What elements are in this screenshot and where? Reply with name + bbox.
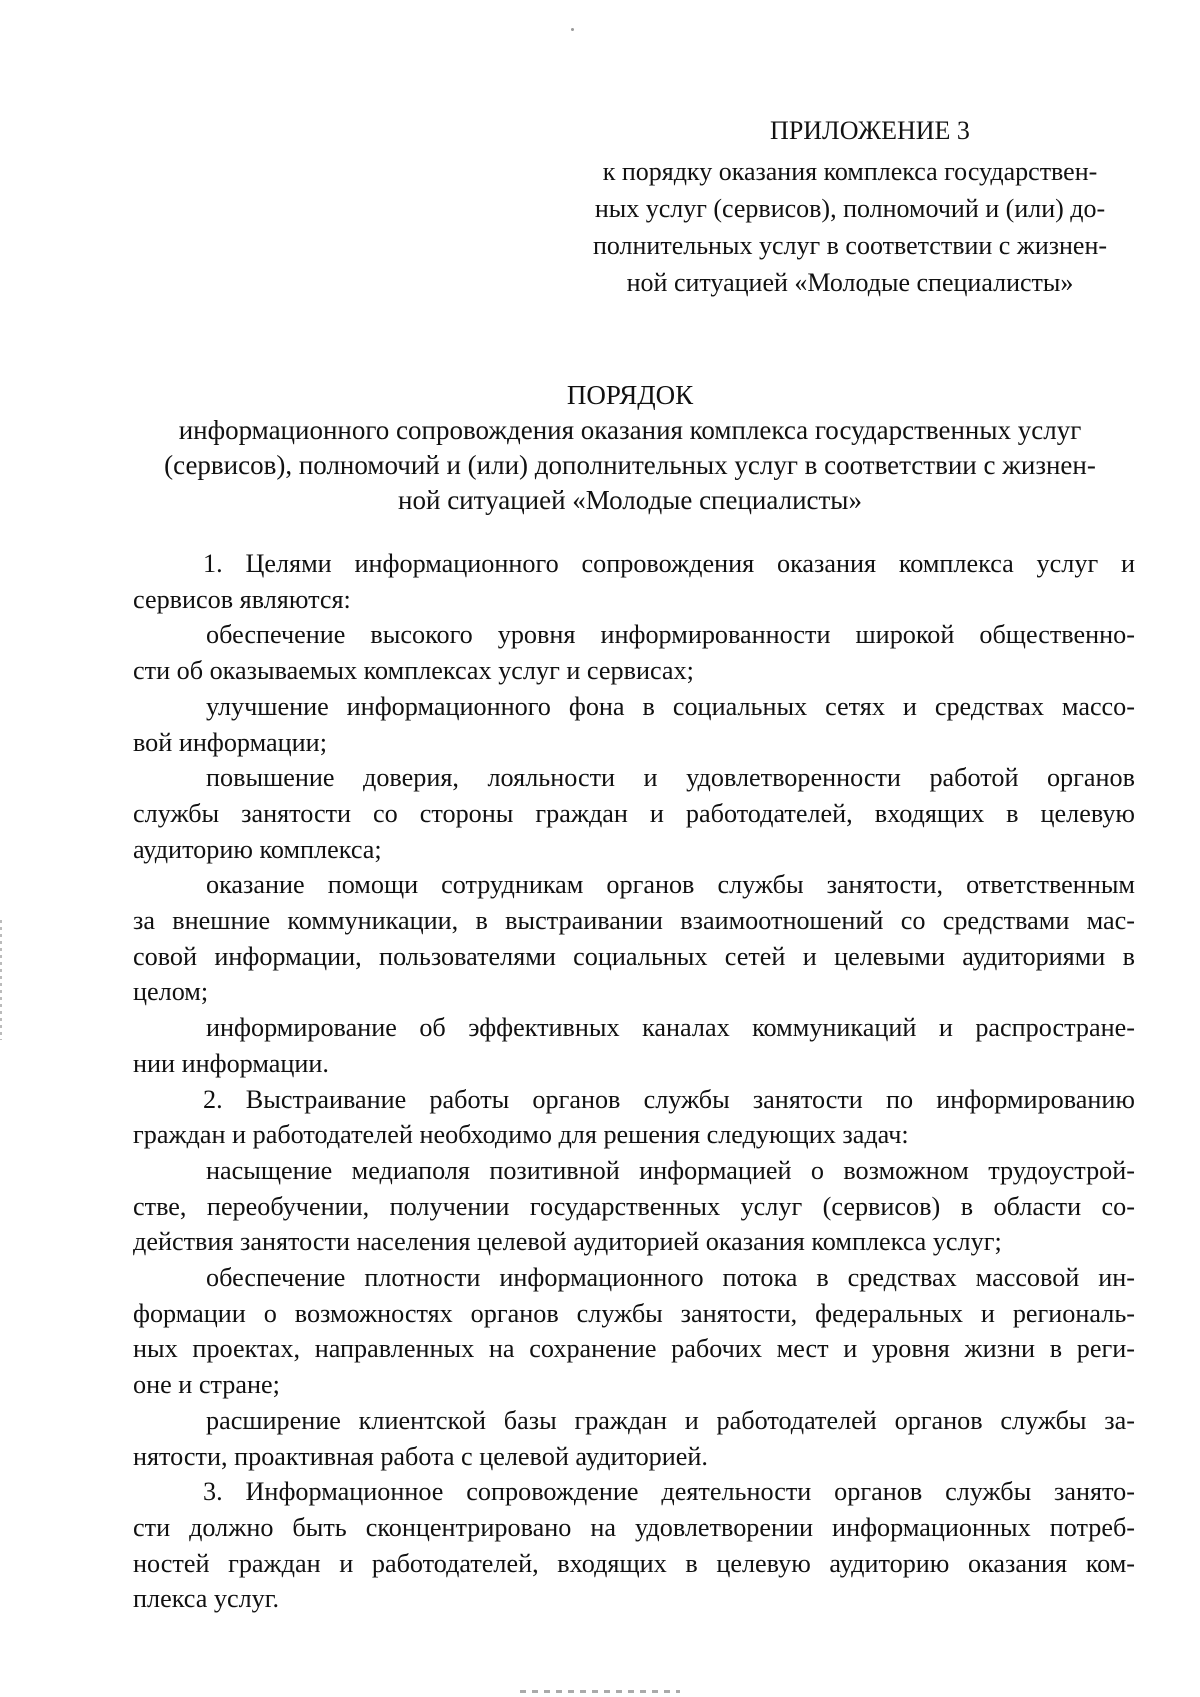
paragraph <box>133 760 1135 867</box>
paragraph-line: насыщение медиаполя позитивной информацией о возможном трудоустрой- <box>206 1155 1135 1185</box>
paragraph-line: 2. Выстраивание работы органов службы занятости по информированию <box>203 1084 1135 1114</box>
appendix-line: к порядку оказания комплекса государствен- <box>602 157 1098 186</box>
title-line: ной ситуацией «Молодые специалисты» <box>398 485 862 515</box>
paragraph-line: расширение клиентской базы граждан и работодателей органов службы за- <box>206 1405 1135 1435</box>
paragraph-line: совой информации, пользователями социальных сетей и целевыми аудиториями в <box>133 941 1135 971</box>
paragraph-line: обеспечение высокого уровня информированности широкой общественно- <box>206 620 1135 650</box>
paragraph-line: оказание помощи сотрудникам органов службы занятости, ответственным <box>206 870 1135 900</box>
document-title <box>130 378 1130 518</box>
paragraph-line: повышение доверия, лояльности и удовлетворенности работой органов <box>206 763 1135 793</box>
appendix-header <box>560 112 1140 301</box>
document-body <box>133 546 1135 1617</box>
appendix-line: ной ситуацией «Молодые специалисты» <box>626 268 1074 297</box>
paragraph-line: формации о возможностях органов службы занятости, федеральных и региональ- <box>133 1298 1135 1328</box>
scan-artifact-dot <box>571 28 574 31</box>
paragraph-line: стве, переобучении, получении государственных услуг (сервисов) в области со- <box>133 1191 1135 1221</box>
paragraph-line: оне и стране; <box>133 1370 280 1400</box>
paragraph-line: 1. Целями информационного сопровождения оказания комплекса услуг и <box>203 549 1135 578</box>
paragraph <box>133 617 1135 688</box>
paragraph <box>133 1474 1135 1617</box>
paragraph <box>133 1403 1135 1474</box>
appendix-line: полнительных услуг в соответствии с жизнен- <box>592 231 1108 260</box>
appendix-line: ных услуг (сервисов), полномочий и (или) до- <box>594 194 1106 223</box>
paragraph-line: улучшение информационного фона в социальных сетях и средствах массо- <box>206 691 1135 721</box>
paragraph-line: вой информации; <box>133 727 327 757</box>
scan-edge-artifact <box>0 920 2 1040</box>
paragraph-line: нии информации. <box>133 1048 329 1078</box>
paragraph-line: информирование об эффективных каналах коммуникаций и распростране- <box>206 1013 1135 1043</box>
paragraph <box>133 546 1135 617</box>
paragraph-line: обеспечение плотности информационного потока в средствах массовой ин- <box>206 1263 1135 1293</box>
paragraph-line: аудиторию комплекса; <box>133 834 382 864</box>
paragraph <box>133 867 1135 1010</box>
paragraph <box>133 1260 1135 1403</box>
appendix-label: ПРИЛОЖЕНИЕ 3 <box>770 116 970 145</box>
paragraph-line: ностей граждан и работодателей, входящих в целевую аудиторию оказания ком- <box>133 1548 1135 1578</box>
title-word: ПОРЯДОК <box>566 380 694 410</box>
paragraph-line: сти должно быть сконцентрировано на удовлетворении информационных потреб- <box>133 1512 1135 1542</box>
title-line: информационного сопровождения оказания комплекса государственных услуг <box>178 415 1082 445</box>
paragraph-line: сервисов являются: <box>133 584 351 614</box>
paragraph-line: сти об оказываемых комплексах услуг и сервисах; <box>133 656 694 686</box>
paragraph <box>133 1082 1135 1153</box>
paragraph-line: целом; <box>133 977 209 1007</box>
paragraph-line: 3. Информационное сопровождение деятельности органов службы занято- <box>203 1477 1135 1507</box>
paragraph-line: ных проектах, направленных на сохранение рабочих мест и уровня жизни в реги- <box>133 1334 1135 1364</box>
paragraph-line: за внешние коммуникации, в выстраивании взаимоотношений со средствами мас- <box>133 906 1135 936</box>
title-line: (сервисов), полномочий и (или) дополнительных услуг в соответствии с жизнен- <box>164 450 1096 480</box>
scan-footer-artifact <box>520 1690 680 1693</box>
paragraph <box>133 1010 1135 1081</box>
paragraph-line: нятости, проактивная работа с целевой аудиторией. <box>133 1441 708 1471</box>
paragraph-line: плекса услуг. <box>133 1584 280 1614</box>
scan-artifact <box>640 6 700 14</box>
paragraph <box>133 1153 1135 1260</box>
paragraph-line: граждан и работодателей необходимо для решения следующих задач: <box>133 1120 909 1150</box>
paragraph-line: действия занятости населения целевой аудиторией оказания комплекса услуг; <box>133 1227 1002 1257</box>
paragraph <box>133 689 1135 760</box>
paragraph-line: службы занятости со стороны граждан и работодателей, входящих в целевую <box>133 798 1135 828</box>
